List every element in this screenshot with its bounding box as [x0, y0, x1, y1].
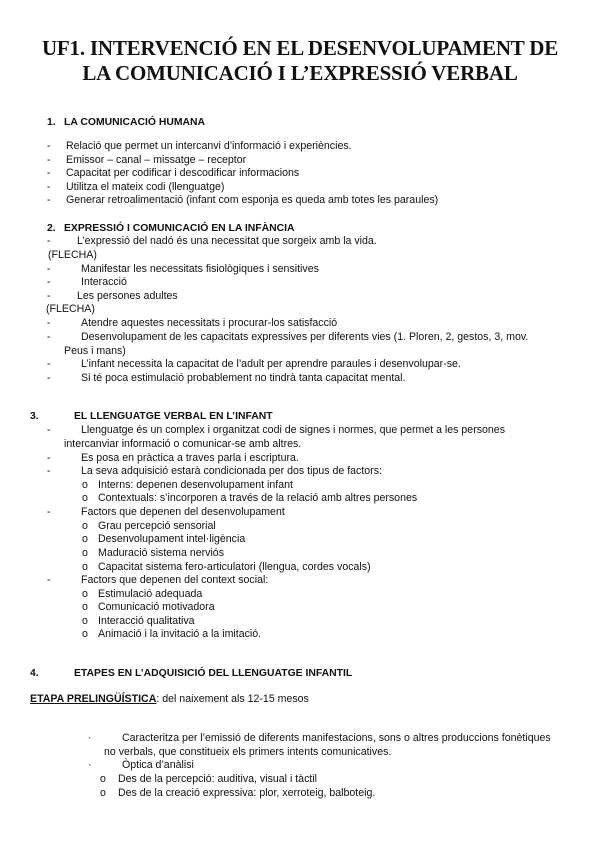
dash: - [47, 154, 51, 166]
dash: - [47, 424, 51, 436]
s1-item-5: Generar retroalimentació (infant com esponja es queda amb totes les paraules) [66, 194, 439, 206]
dot-bullet: · [88, 732, 92, 744]
title-line-2: LA COMUNICACIÓ I L’EXPRESSIÓ VERBAL [82, 61, 518, 85]
dash: - [47, 358, 51, 370]
s4-sub-1: Des de la percepció: auditiva, visual i tàctil [118, 773, 318, 785]
circle-bullet: o [100, 773, 106, 785]
section-4-heading: ETAPES EN L’ADQUISICIÓ DEL LLENGUATGE INFANTIL [74, 668, 353, 679]
dash: - [47, 372, 51, 384]
dash: - [47, 506, 51, 518]
s3-item-3: La seva adquisició estarà condicionada per dos tipus de factors: [81, 465, 382, 477]
s2-item-3: Interacció [81, 276, 127, 288]
dash: - [47, 235, 51, 247]
s2-item-6-cont: Peus i mans) [64, 345, 126, 357]
section-4-number: 4. [30, 668, 39, 679]
dash: - [47, 574, 51, 586]
s3-sub-5-1: Estimulació adequada [98, 588, 203, 600]
circle-bullet: o [82, 492, 88, 504]
s1-item-3: Capacitat per codificar i descodificar informacions [66, 167, 300, 179]
s2-item-1: L’expressió del nadó és una necessitat que sorgeix amb la vida. [77, 235, 377, 247]
s3-sub-4-2: Desenvolupament intel·ligència [98, 533, 246, 545]
dot-bullet: · [88, 759, 92, 771]
circle-bullet: o [100, 787, 106, 799]
dash: - [47, 317, 51, 329]
section-2-heading: EXPRESSIÓ I COMUNICACIÓ EN LA INFÀNCIA [64, 223, 295, 234]
page-title [0, 36, 600, 86]
dash: - [47, 167, 51, 179]
dash: - [47, 465, 51, 477]
s3-item-1-cont: intercanviar informació o comunicar-se amb altres. [64, 438, 302, 450]
s3-sub-3-1: Interns: depenen desenvolupament infant [98, 479, 293, 491]
s4-para-1: Caracteritza per l’emissió de diferents manifestacions, sons o altres produccions fonètiques [122, 732, 551, 744]
s3-sub-4-4: Capacitat sistema fero-articulatori (llengua, cordes vocals) [98, 561, 371, 573]
s3-item-1: Llenguatge és un complex i organitzat codi de signes i normes, que permet a les persones [81, 424, 505, 436]
s3-sub-5-4: Animació i la invitació a la imitació. [98, 628, 262, 640]
s3-sub-5-3: Interacció qualitativa [98, 615, 195, 627]
section-3-heading: EL LLENGUATGE VERBAL EN L’INFANT [74, 411, 273, 422]
stage-line [30, 693, 309, 706]
s3-sub-4-3: Maduració sistema nerviós [98, 547, 224, 559]
circle-bullet: o [82, 615, 88, 627]
s2-item-4: Les persones adultes [77, 290, 178, 302]
dash: - [47, 194, 51, 206]
s1-item-1: Relació que permet un intercanvi d’informació i experiències. [66, 140, 352, 152]
title-line-1: UF1. INTERVENCIÓ EN EL DESENVOLUPAMENT DE [41, 36, 559, 60]
s2-item-7: L’infant necessita la capacitat de l’adult per aprendre paraules i desenvolupar-se. [81, 358, 461, 370]
circle-bullet: o [82, 601, 88, 613]
s2-flecha-1: (FLECHA) [48, 249, 97, 261]
s2-item-8: Si té poca estimulació probablement no tindrà tanta capacitat mental. [81, 372, 406, 384]
dash: - [47, 140, 51, 152]
dash: - [47, 290, 51, 302]
s3-item-5: Factors que depenen del context social: [81, 574, 269, 586]
section-3-number: 3. [30, 411, 39, 422]
s3-item-2: Es posa en pràctica a traves parla i escriptura. [81, 452, 299, 464]
stage-range: : del naixement als 12-15 mesos [156, 693, 309, 705]
circle-bullet: o [82, 479, 88, 491]
stage-label: ETAPA PRELINGÜÍSTICA [30, 693, 157, 705]
s2-item-6: Desenvolupament de les capacitats expressives per diferents vies (1. Ploren, 2, gestos, 3, mov. [81, 331, 529, 343]
s4-para-2: Òptica d’anàlisi [122, 759, 194, 771]
dash: - [47, 181, 51, 193]
section-1-number: 1. [47, 117, 56, 128]
s3-sub-5-2: Comunicació motivadora [98, 601, 215, 613]
s3-sub-4-1: Grau percepció sensorial [98, 520, 216, 532]
circle-bullet: o [82, 588, 88, 600]
circle-bullet: o [82, 628, 88, 640]
dash: - [47, 276, 51, 288]
circle-bullet: o [82, 547, 88, 559]
section-2-number: 2. [47, 223, 56, 234]
s1-item-4: Utilitza el mateix codi (llenguatge) [66, 181, 225, 193]
s4-para-1-cont: no verbals, que constitueix els primers intents comunicatives. [104, 746, 392, 758]
dash: - [47, 452, 51, 464]
s2-item-2: Manifestar les necessitats fisiològiques i sensitives [81, 263, 319, 275]
circle-bullet: o [82, 520, 88, 532]
s3-sub-3-2: Contextuals: s’incorporen a través de la relació amb altres persones [98, 492, 418, 504]
circle-bullet: o [82, 561, 88, 573]
s2-item-5: Atendre aquestes necessitats i procurar-los satisfacció [81, 317, 338, 329]
s4-sub-2: Des de la creació expressiva: plor, xerroteig, balboteig. [118, 787, 376, 799]
dash: - [47, 263, 51, 275]
s2-flecha-2: (FLECHA) [46, 303, 95, 315]
section-1-heading: LA COMUNICACIÓ HUMANA [64, 117, 206, 128]
dash: - [47, 331, 51, 343]
s1-item-2: Emissor – canal – missatge – receptor [66, 154, 247, 166]
s3-item-4: Factors que depenen del desenvolupament [81, 506, 285, 518]
circle-bullet: o [82, 533, 88, 545]
